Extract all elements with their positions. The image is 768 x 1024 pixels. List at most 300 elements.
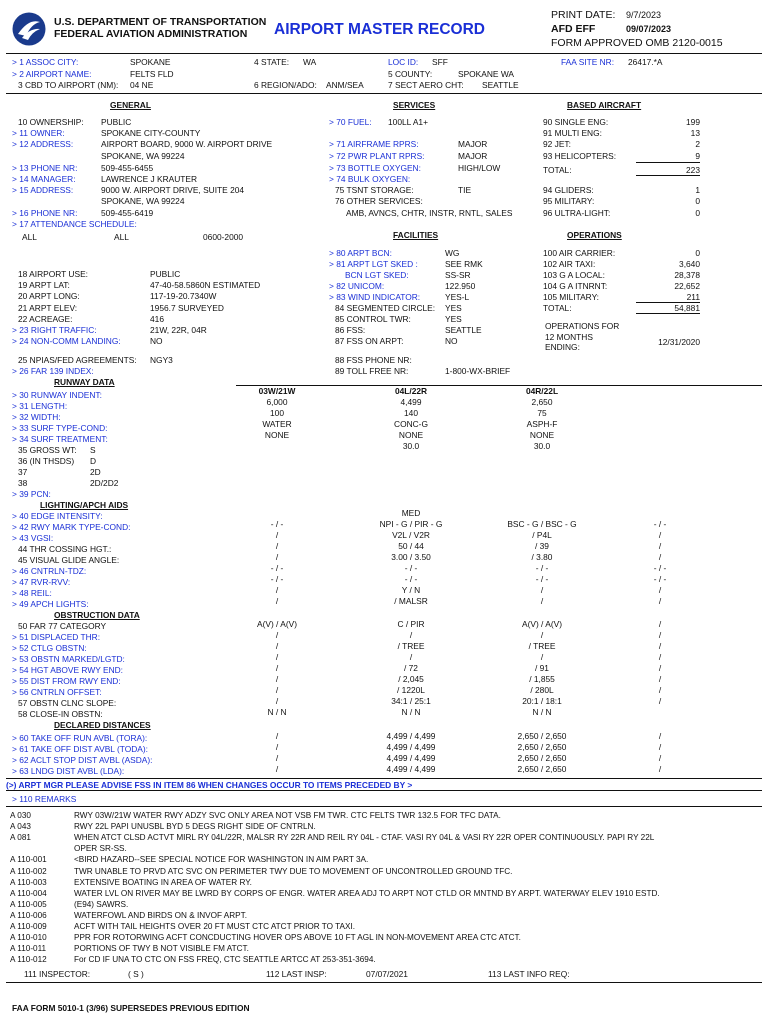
remark-key: A 110-009 [10, 922, 47, 931]
runway-03w-21w: 03W/21W [258, 386, 296, 396]
thsds-label: 36 (IN THSDS) [18, 456, 75, 466]
remark-key: A 110-011 [10, 944, 47, 954]
edge-value: MED [401, 508, 421, 518]
ops-label: 102 AIR TAXI: [543, 259, 596, 269]
ops-value: 28,378 [674, 270, 700, 280]
attendance-label: > 17 ATTENDANCE SCHEDULE: [12, 219, 137, 229]
traffic: 21W, 22R, 04R [150, 325, 207, 335]
lighting-col1-value: / [275, 541, 279, 551]
lighting-col3-value: - / - [535, 563, 549, 573]
lat-label: 19 ARPT LAT: [18, 280, 70, 290]
lighting-col4-value: - / - [653, 574, 667, 584]
ops-value: 211 [686, 292, 700, 302]
last-insp: 07/07/2021 [366, 969, 408, 979]
acreage-label: 22 ACREAGE: [18, 314, 73, 324]
remark-text: (E94) SAWRS. [74, 899, 129, 909]
state-label: 4 STATE: [254, 57, 290, 67]
address-label: > 12 ADDRESS: [12, 139, 74, 149]
attendance-months: ALL [22, 232, 37, 242]
state: WA [303, 57, 317, 67]
remarks-heading: > 110 REMARKS [12, 794, 77, 804]
manager-phone-label: > 16 PHONE NR: [12, 208, 78, 218]
width-value: 100 [270, 408, 284, 418]
thsds-d: D [90, 456, 97, 466]
obstruction-col2-value: N / N [401, 707, 421, 717]
w38: 2D/2D2 [90, 478, 119, 488]
obstruction-col2-value: / 2,045 [398, 674, 424, 684]
declared-heading: DECLARED DISTANCES [54, 720, 151, 730]
lighting-col1-value: / [275, 596, 279, 606]
seg-label: 84 SEGMENTED CIRCLE: [335, 303, 436, 313]
lighting-col1-value: - / - [270, 574, 284, 584]
lighting-col3-value: / P4L [532, 530, 552, 540]
plant-label: > 72 PWR PLANT RPRS: [329, 151, 425, 161]
width-label: > 32 WIDTH: [12, 412, 61, 422]
based-label: 96 ULTRA-LIGHT: [543, 208, 611, 218]
manager-address-1: 9000 W. AIRPORT DRIVE, SUITE 204 [101, 185, 245, 195]
lighting-col4-value: / [658, 530, 662, 540]
obstruction-col1-value: / [275, 674, 279, 684]
obstruction-col1-value: / [275, 663, 279, 673]
obstruction-col2-value: / [409, 652, 413, 662]
lighting-col2-value: 50 / 44 [398, 541, 424, 551]
airport-name: FELTS FLD [130, 69, 174, 79]
obstruction-col3-value: / 91 [535, 663, 549, 673]
remark-text: <BIRD HAZARD--SEE SPECIAL NOTICE FOR WASHINGTON IN AIM PART 3A. [74, 855, 369, 865]
airframe-label: > 71 AIRFRAME RPRS: [329, 139, 419, 149]
lighting-col4-value: / [658, 596, 662, 606]
width-value: 75 [537, 408, 547, 418]
ops-value: 22,652 [674, 281, 700, 291]
thr-label: 44 THR COSSING HGT.: [18, 544, 112, 554]
long-label: 20 ARPT LONG: [18, 291, 80, 301]
manager: LAWRENCE J KRAUTER [101, 174, 198, 184]
manager-address-2: SPOKANE, WA 99224 [101, 196, 185, 206]
gross-value: 30.0 [533, 441, 551, 451]
declared-label: > 61 TAKE OFF DIST AVBL (TODA): [12, 744, 148, 754]
ownership-label: 10 OWNERSHIP: [18, 117, 84, 127]
mark-label: > 42 RWY MARK TYPE-COND: [12, 522, 131, 532]
region-label: 6 REGION/ADO: [254, 80, 317, 90]
last-insp-label: 112 LAST INSP: [266, 969, 327, 979]
fsson: NO [445, 336, 458, 346]
lat: 47-40-58.5860N ESTIMATED [150, 280, 261, 290]
manager-phone: 509-455-6419 [101, 208, 154, 218]
cntrln-label: > 46 CNTRLN-TDZ: [12, 566, 87, 576]
obstruction-label: 57 OBSTN CLNC SLOPE: [18, 698, 117, 708]
declared-col2-value: 4,499 / 4,499 [386, 731, 436, 741]
bcn-label: > 80 ARPT BCN: [329, 248, 392, 258]
operations-heading: OPERATIONS [567, 230, 622, 240]
notice-bar: (>) ARPT MGR PLEASE ADVISE FSS IN ITEM 86 WHEN CHANGES OCCUR TO ITEMS PRECEDED BY > [6, 780, 413, 790]
ops-total: 54,881 [674, 303, 700, 313]
address-line-1: AIRPORT BOARD, 9000 W. AIRPORT DRIVE [101, 139, 273, 149]
based-total-label: TOTAL: [543, 165, 572, 175]
loc-id: SFF [432, 57, 448, 67]
based-value: 0 [695, 208, 700, 218]
toll: 1-800-WX-BRIEF [445, 366, 511, 376]
lighting-col2-value: - / - [404, 563, 418, 573]
surf-type-label: > 33 SURF TYPE-COND: [12, 423, 108, 433]
ownership: PUBLIC [101, 117, 132, 127]
based-label: 95 MILITARY: [543, 196, 595, 206]
obstruction-col2-value: / [409, 630, 413, 640]
w38-label: 38 [18, 478, 28, 488]
noncomm: NO [150, 336, 163, 346]
declared-col3-value: 2,650 / 2,650 [517, 764, 567, 774]
declared-col1-value: / [275, 753, 279, 763]
based-value: 1 [695, 185, 700, 195]
cbd: 04 NE [130, 80, 154, 90]
obstruction-col4-value: / [658, 696, 662, 706]
faa-logo [12, 12, 46, 46]
length-value: 6,000 [266, 397, 288, 407]
remark-key: A 110-004 [10, 888, 47, 898]
declared-col2-value: 4,499 / 4,499 [386, 764, 436, 774]
remark-key: A 030 [10, 811, 31, 820]
last-info-label: 113 LAST INFO REQ: [488, 969, 570, 979]
remark-text: RWY 03W/21W WATER RWY ADZY SVC ONLY AREA NOT VSB FM TWR. CTC FELTS TWR 132.5 FOR TFC DATA. [74, 811, 501, 820]
use-label: 18 AIRPORT USE: [18, 269, 88, 279]
obstruction-col1-value: / [275, 696, 279, 706]
lighting-col3-value: / [540, 596, 544, 606]
page-title: AIRPORT MASTER RECORD [274, 21, 485, 38]
obstruction-col2-value: / 72 [404, 663, 418, 673]
length-value: 4,499 [400, 397, 422, 407]
lighting-col1-value: / [275, 585, 279, 595]
obstruction-label: 50 FAR 77 CATEGORY [18, 621, 107, 631]
ops-total-label: TOTAL: [543, 303, 572, 313]
runway-04l-22r: 04L/22R [394, 386, 428, 396]
lighting-col3-value: / [540, 585, 544, 595]
lighting-col3-value: BSC - G / BSC - G [507, 519, 577, 529]
tsnt-label: 75 TSNT STORAGE: [335, 185, 414, 195]
declared-col4-value: / [658, 731, 662, 741]
elev-label: 21 ARPT ELEV: [18, 303, 78, 313]
use: PUBLIC [150, 269, 181, 279]
phone: 509-455-6455 [101, 163, 154, 173]
declared-col2-value: 4,499 / 4,499 [386, 742, 436, 752]
remark-key: A 043 [10, 822, 31, 832]
county: SPOKANE WA [458, 69, 514, 79]
bulk-label: > 74 BULK OXYGEN: [329, 174, 411, 184]
based-label: 91 MULTI ENG: [543, 128, 602, 138]
agency-line-1: U.S. DEPARTMENT OF TRANSPORTATION [54, 16, 267, 28]
npias: NGY3 [150, 355, 173, 365]
reil-label: > 48 REIL: [12, 588, 52, 598]
ops-label: 105 MILITARY: [543, 292, 600, 302]
obstruction-col3-value: / [540, 652, 544, 662]
lighting-col1-value: / [275, 530, 279, 540]
assoc-city: SPOKANE [130, 57, 171, 67]
surf-type-value: ASPH-F [526, 419, 558, 429]
obstruction-col4-value: / [658, 674, 662, 684]
obstruction-label: > 52 CTLG OBSTN: [12, 643, 87, 653]
obstruction-col1-value: / [275, 641, 279, 651]
print-date: 9/7/2023 [626, 10, 662, 20]
length-value: 2,650 [531, 397, 553, 407]
obstruction-col2-value: 34:1 / 25:1 [391, 696, 431, 706]
based-label: 92 JET: [543, 139, 571, 149]
obstruction-label: > 56 CNTRLN OFFSET: [12, 687, 102, 697]
obstruction-col2-value: / 1220L [397, 685, 425, 695]
obstruction-col1-value: / [275, 685, 279, 695]
gross-value: 30.0 [402, 441, 420, 451]
declared-col1-value: / [275, 742, 279, 752]
lighting-col1-value: / [275, 552, 279, 562]
based-heading: BASED AIRCRAFT [567, 100, 642, 110]
wind: YES-L [445, 292, 470, 302]
attendance-days: ALL [114, 232, 129, 242]
obstruction-col3-value: A(V) / A(V) [521, 619, 563, 629]
inspector-label: 111 INSPECTOR: [24, 969, 91, 979]
sect: SEATTLE [482, 80, 519, 90]
lighting-col4-value: / [658, 585, 662, 595]
obstruction-col3-value: / 1,855 [529, 674, 555, 684]
remark-key: A 110-001 [10, 855, 47, 865]
unicom: 122.950 [445, 281, 476, 291]
obstruction-col2-value: C / PIR [397, 619, 425, 629]
obstruction-col4-value: / [658, 641, 662, 651]
elev: 1956.7 SURVEYED [150, 303, 224, 313]
address-line-2: SPOKANE, WA 99224 [101, 151, 185, 161]
lighting-col1-value: - / - [270, 519, 284, 529]
lighting-col4-value: - / - [653, 563, 667, 573]
surf-treat-value: NONE [398, 430, 424, 440]
surf-treat-value: NONE [529, 430, 555, 440]
remark-text: EXTENSIVE BOATING IN AREA OF WATER RY. [74, 877, 252, 887]
ops-period-3: ENDING: [545, 342, 580, 352]
county-label: 5 COUNTY: [388, 69, 433, 79]
pcn-label: > 39 PCN: [12, 489, 51, 499]
based-value: 9 [695, 151, 700, 161]
remark-text: RWY 22L PAPI UNUSBL BYD 5 DEGS RIGHT SIDE OF CNTRLN. [74, 822, 316, 832]
obstruction-col1-value: / [275, 652, 279, 662]
ops-period-2: 12 MONTHS [545, 332, 593, 342]
fuel: 100LL A1+ [388, 117, 428, 127]
based-total: 223 [686, 165, 700, 175]
bcnlgt-label: BCN LGT SKED: [345, 270, 409, 280]
obstruction-label: 58 CLOSE-IN OBSTN: [18, 709, 103, 719]
lighting-heading: LIGHTING/APCH AIDS [40, 500, 129, 510]
glide-label: 45 VISUAL GLIDE ANGLE: [18, 555, 120, 565]
length-label: > 31 LENGTH: [12, 401, 68, 411]
obstruction-col3-value: 20:1 / 18:1 [522, 696, 562, 706]
obstruction-col3-value: N / N [532, 707, 552, 717]
declared-col3-value: 2,650 / 2,650 [517, 731, 567, 741]
obstruction-col3-value: / TREE [528, 641, 556, 651]
lgt-label: > 81 ARPT LGT SKED : [329, 259, 418, 269]
edge-label: > 40 EDGE INTENSITY: [12, 511, 103, 521]
rvr-label: > 47 RVR-RVV: [12, 577, 71, 587]
obstruction-col4-value: / [658, 619, 662, 629]
lighting-col3-value: / 39 [535, 541, 549, 551]
twr: YES [445, 314, 462, 324]
remark-text: WATERFOWL AND BIRDS ON & INVOF ARPT. [74, 910, 248, 920]
faa-site-label: FAA SITE NR: [561, 57, 615, 67]
declared-col4-value: / [658, 764, 662, 774]
apch-label: > 49 APCH LIGHTS: [12, 599, 89, 609]
vgsi-label: > 43 VGSI: [12, 533, 54, 543]
based-label: 93 HELICOPTERS: [543, 151, 617, 161]
lighting-col2-value: Y / N [401, 585, 421, 595]
sect-label: 7 SECT AERO CHT: [388, 80, 464, 90]
declared-col3-value: 2,650 / 2,650 [517, 742, 567, 752]
lighting-col4-value: / [658, 552, 662, 562]
ops-label: 100 AIR CARRIER: [543, 248, 616, 258]
general-heading: GENERAL [110, 100, 151, 110]
agency-line-2: FEDERAL AVIATION ADMINISTRATION [54, 28, 248, 40]
obstruction-col2-value: / TREE [397, 641, 425, 651]
npias-label: 25 NPIAS/FED AGREEMENTS: [18, 355, 137, 365]
form-number: FAA FORM 5010-1 (3/96) SUPERSEDES PREVIOUS EDITION [12, 1003, 250, 1013]
declared-col4-value: / [658, 753, 662, 763]
bottle-label: > 73 BOTTLE OXYGEN: [329, 163, 421, 173]
obstruction-label: > 54 HGT ABOVE RWY END: [12, 665, 124, 675]
remark-text: For CD IF UNA TO CTC ON FSS FREQ, CTC SEATTLE ARTCC AT 253-351-3694. [74, 955, 376, 965]
remark-key: A 081 [10, 833, 31, 843]
gross-wt-s: S [90, 445, 96, 455]
remark-text: TWR UNABLE TO PRVD ATC SVC ON PERIMETER TWY DUE TO MOVEMENT OF UNCONTROLLED GROUND TFC. [74, 866, 513, 876]
plant: MAJOR [458, 151, 488, 161]
declared-col1-value: / [275, 764, 279, 774]
obstruction-heading: OBSTRUCTION DATA [54, 610, 140, 620]
unicom-label: > 82 UNICOM: [329, 281, 385, 291]
attendance-hours: 0600-2000 [203, 232, 244, 242]
fss-label: 86 FSS: [335, 325, 366, 335]
inspector: ( S ) [128, 969, 144, 979]
remark-text: PORTIONS OF TWY B NOT VISIBLE FM ATCT. [74, 944, 249, 954]
other: AMB, AVNCS, CHTR, INSTR, RNTL, SALES [346, 208, 513, 218]
afd-eff-label: AFD EFF [551, 23, 596, 35]
cbd-label: 3 CBD TO AIRPORT (NM): [18, 80, 119, 90]
declared-label: > 63 LNDG DIST AVBL (LDA): [12, 766, 125, 776]
declared-col2-value: 4,499 / 4,499 [386, 753, 436, 763]
bcn: WG [445, 248, 460, 258]
fsson-label: 87 FSS ON ARPT: [335, 336, 404, 346]
omb-notice: FORM APPROVED OMB 2120-0015 [551, 37, 723, 49]
wind-label: > 83 WIND INDICATOR: [329, 292, 421, 302]
declared-col1-value: / [275, 731, 279, 741]
surf-treat-label: > 34 SURF TREATMENT: [12, 434, 108, 444]
ops-label: 103 G A LOCAL: [543, 270, 605, 280]
runway-heading: RUNWAY DATA [54, 377, 115, 387]
region: ANM/SEA [326, 80, 364, 90]
runway-04r-22l: 04R/22L [525, 386, 559, 396]
remark-key: A 110-003 [10, 877, 47, 887]
w37-label: 37 [18, 467, 28, 477]
lighting-col1-value: - / - [270, 563, 284, 573]
loc-id-label: LOC ID: [388, 57, 419, 67]
traffic-label: > 23 RIGHT TRAFFIC: [12, 325, 97, 335]
remark-key: A 110-002 [10, 866, 47, 876]
remark-key: A 110-005 [10, 899, 47, 909]
tsnt: TIE [458, 185, 472, 195]
owner: SPOKANE CITY-COUNTY [101, 128, 201, 138]
indent-label: > 30 RUNWAY INDENT: [12, 390, 102, 400]
remark-key: A 110-010 [10, 933, 47, 943]
remark-key: A 110-006 [10, 910, 47, 920]
obstruction-label: > 53 OBSTN MARKED/LGTD: [12, 654, 125, 664]
declared-label: > 62 ACLT STOP DIST AVBL (ASDA): [12, 755, 153, 765]
based-value: 2 [695, 139, 700, 149]
remark-text: WHEN ATCT CLSD ACTVT MIRL RY 04L/22R, MALSR RY 22R AND REIL RY 04L - CTAF. VASI RY 04L & VASI RY 22R OPER CONTINUOUSLY. PAPI RY 22L [74, 833, 655, 843]
width-value: 140 [404, 408, 418, 418]
based-label: 90 SINGLE ENG: [543, 117, 609, 127]
ops-label: 104 G A ITNRNT: [543, 281, 608, 291]
faa-site: 26417.*A [628, 57, 663, 67]
manager-address-label: > 15 ADDRESS: [12, 185, 74, 195]
w37: 2D [90, 467, 101, 477]
assoc-city-label: > 1 ASSOC CITY: [12, 57, 79, 67]
remark-text: WATER LVL ON RIVER MAY BE LWRD BY CORPS OF ENGR. WATER AREA ADJ TO ARPT NOT CTLD OR MNTND BY ARPT. WATERWAY ELEV 1910 ESTD. [74, 888, 660, 898]
phone-label: > 13 PHONE NR: [12, 163, 78, 173]
obstruction-col4-value: / [658, 685, 662, 695]
declared-col4-value: / [658, 742, 662, 752]
surf-type-value: CONC-G [394, 419, 428, 429]
ops-period-1: OPERATIONS FOR [545, 321, 620, 331]
toll-label: 89 TOLL FREE NR: [335, 366, 409, 376]
ops-ending: 12/31/2020 [658, 337, 700, 347]
far139-label: > 26 FAR 139 INDEX: [12, 366, 94, 376]
owner-label: > 11 OWNER: [12, 128, 65, 138]
lighting-col2-value: 3.00 / 3.50 [391, 552, 431, 562]
services-heading: SERVICES [393, 100, 436, 110]
obstruction-col3-value: / [540, 630, 544, 640]
remark-text-cont: OPER SR-SS. [74, 844, 127, 854]
print-date-label: PRINT DATE: [551, 9, 616, 21]
obstruction-col1-value: N / N [267, 707, 287, 717]
seg: YES [445, 303, 462, 313]
obstruction-col4-value: / [658, 663, 662, 673]
remark-text: PPR FOR ROTORWING ACFT CONCDUCTING HOVER OPS ABOVE 10 FT AGL IN NON-MOVEMENT AREA CTC ATCT. [74, 933, 521, 943]
lighting-col4-value: / [658, 541, 662, 551]
airframe: MAJOR [458, 139, 488, 149]
based-label: 94 GLIDERS: [543, 185, 594, 195]
surf-treat-value: NONE [264, 430, 290, 440]
ops-value: 0 [695, 248, 700, 258]
fuel-label: > 70 FUEL: [329, 117, 372, 127]
gross-wt-label: 35 GROSS WT: [18, 445, 77, 455]
other-label: 76 OTHER SERVICES: [335, 196, 423, 206]
acreage: 416 [150, 314, 164, 324]
based-value: 13 [690, 128, 700, 138]
lighting-col2-value: NPI - G / PIR - G [379, 519, 443, 529]
lighting-col2-value: / MALSR [394, 596, 428, 606]
lighting-col3-value: / 3.80 [531, 552, 553, 562]
obstruction-label: > 55 DIST FROM RWY END: [12, 676, 121, 686]
fssphone-label: 88 FSS PHONE NR: [335, 355, 412, 365]
bcnlgt: SS-SR [445, 270, 471, 280]
based-value: 199 [686, 117, 700, 127]
lgt: SEE RMK [445, 259, 483, 269]
manager-label: > 14 MANAGER: [12, 174, 76, 184]
fss: SEATTLE [445, 325, 482, 335]
based-value: 0 [695, 196, 700, 206]
lighting-col2-value: V2L / V2R [392, 530, 430, 540]
obstruction-col1-value: A(V) / A(V) [256, 619, 298, 629]
surf-type-value: WATER [262, 419, 292, 429]
declared-col3-value: 2,650 / 2,650 [517, 753, 567, 763]
long: 117-19-20.7340W [150, 291, 217, 301]
facilities-heading: FACILITIES [393, 230, 439, 240]
airport-name-label: > 2 AIRPORT NAME: [12, 69, 92, 79]
ops-value: 3,640 [679, 259, 700, 269]
noncomm-label: > 24 NON-COMM LANDING: [12, 336, 121, 346]
obstruction-col3-value: / 280L [530, 685, 554, 695]
obstruction-col4-value: / [658, 630, 662, 640]
bottle: HIGH/LOW [458, 163, 501, 173]
